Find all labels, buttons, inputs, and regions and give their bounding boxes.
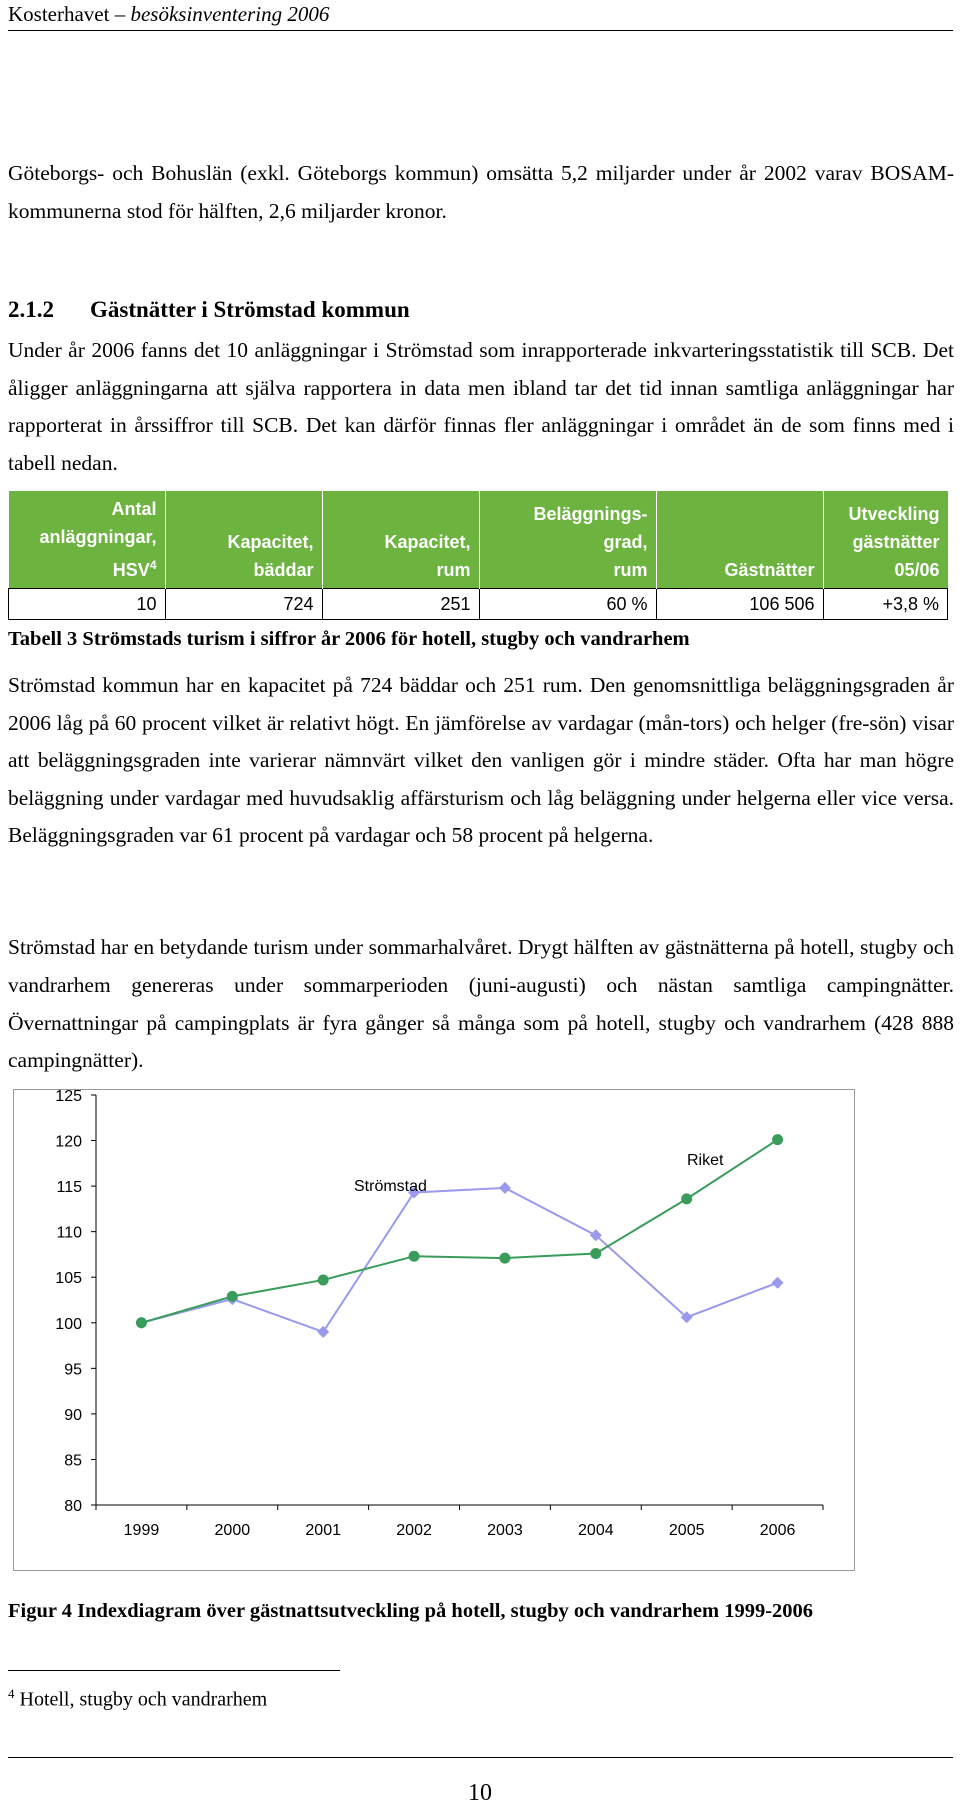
data-point: [499, 1182, 511, 1194]
header-text: rum: [613, 560, 648, 580]
x-tick-label: 1999: [123, 1522, 160, 1539]
table-caption: Tabell 3 Strömstads turism i siffror år 2006 för hotell, stugby och vandrarhem: [8, 628, 690, 650]
data-point: [499, 1253, 510, 1264]
running-header: [8, 2, 329, 27]
x-tick-label: 2004: [578, 1522, 614, 1539]
footnote: [8, 1686, 267, 1712]
series-label: Strömstad: [354, 1178, 427, 1195]
series-label: Riket: [687, 1152, 724, 1169]
section-number: 2.1.2: [8, 297, 54, 322]
data-point: [772, 1277, 784, 1289]
footnote-text: Hotell, stugby och vandrarhem: [19, 1688, 268, 1711]
cell-development: +3,8 %: [823, 589, 948, 620]
header-text-part: HSV: [112, 560, 150, 580]
cell-facilities: 10: [9, 589, 166, 620]
footnote-number: 4: [8, 1686, 15, 1701]
x-tick-label: 2003: [487, 1522, 523, 1539]
y-tick-label: 85: [64, 1452, 82, 1470]
data-point: [317, 1326, 329, 1338]
intro-paragraph: Göteborgs- och Bohuslän (exkl. Göteborgs kommun) omsätta 5,2 miljarder under år 2002 varav BOSAM-kommunerna stod för hälften, 2,6 miljarder kronor.: [8, 161, 954, 223]
header-dash: –: [109, 2, 131, 26]
header-text: Kapacitet,: [227, 532, 314, 552]
x-tick-label: 2001: [305, 1522, 341, 1539]
x-tick-label: 2005: [668, 1522, 705, 1539]
y-tick-label: 100: [55, 1315, 82, 1333]
y-tick-label: 105: [55, 1270, 82, 1288]
header-cell-beds: [165, 491, 322, 589]
line-chart-svg: [14, 1090, 854, 1570]
header-subtitle: besöksinventering 2006: [130, 2, 330, 26]
section-paragraph: Under år 2006 fanns det 10 anläggningar i Strömstad som inrapporterade inkvarteringsstatistik till SCB. Det åligger anläggningarna att själva rapportera in data men ibland tar det tid innan samtliga anläggningar har rapporterat in årssiffror till SCB. Det kan därför finnas fler anläggningar i området än de som finns med i tabell nedan.: [8, 338, 954, 475]
header-text: [17, 551, 157, 584]
footnote-ref: 4: [149, 558, 157, 572]
y-tick-label: 95: [64, 1361, 82, 1379]
data-point: [227, 1291, 238, 1302]
header-text: Utveckling: [848, 504, 940, 524]
data-point: [409, 1251, 420, 1262]
series-line-strömstad: [141, 1188, 777, 1332]
header-text: Gästnätter: [724, 560, 815, 580]
x-tick-label: 2000: [214, 1522, 251, 1539]
paragraph-capacity: Strömstad kommun har en kapacitet på 724 bäddar och 251 rum. Den genomsnittliga beläggningsgraden år 2006 låg på 60 procent vilket är relativt högt. En jämförelse av vardagar (mån-tors) och helger (fre-sön) visar att beläggningsgraden inte varierar nämnvärt vilket den vanligen gör i mindre städer. Ofta har man högre beläggning under vardagar med huvudsaklig affärsturism och låg beläggning under helgerna eller vice versa. Beläggningsgraden var 61 procent på vardagar och 58 procent på helgerna.: [8, 673, 954, 847]
header-text: gästnätter: [852, 532, 940, 552]
header-cell-facilities: [9, 491, 166, 589]
header-text: Kapacitet,: [384, 532, 471, 552]
header-text: Antal: [111, 499, 157, 519]
table-header-row: [9, 491, 948, 589]
page-bottom-rule: [8, 1757, 953, 1758]
index-chart: [13, 1089, 855, 1571]
data-point: [772, 1134, 783, 1145]
table-row: [9, 589, 948, 620]
data-point: [136, 1317, 147, 1328]
section-title: Gästnätter i Strömstad kommun: [90, 297, 410, 322]
header-cell-rooms: [322, 491, 479, 589]
x-tick-label: 2006: [759, 1522, 796, 1539]
header-cell-guest-nights: [656, 491, 823, 589]
y-tick-label: 125: [55, 1090, 82, 1105]
header-text: anläggningar,: [39, 527, 157, 547]
header-text: Beläggnings-: [533, 504, 648, 524]
header-cell-occupancy: [479, 491, 656, 589]
data-point: [318, 1274, 329, 1285]
paragraph-summer: Strömstad har en betydande turism under sommarhalvåret. Drygt hälften av gästnätterna på hotell, stugby och vandrarhem genereras under sommarperioden (juni-augusti) och nästan samtliga campingnätter. Övernattningar på campingplats är fyra gånger så många som på hotell, stugby och vandrarhem (428 888 campingnätter).: [8, 935, 954, 1073]
x-tick-label: 2002: [396, 1522, 432, 1539]
y-tick-label: 120: [55, 1133, 82, 1151]
header-text: 05/06: [894, 560, 940, 580]
page-number: 10: [468, 1780, 492, 1806]
cell-beds: 724: [165, 589, 322, 620]
statistics-table: [8, 491, 948, 620]
cell-occupancy: 60 %: [479, 589, 656, 620]
data-point: [590, 1248, 601, 1259]
footnote-rule: [8, 1670, 340, 1671]
header-text: rum: [436, 560, 471, 580]
data-point: [681, 1193, 692, 1204]
figure-caption: Figur 4 Indexdiagram över gästnattsutveckling på hotell, stugby och vandrarhem 1999-2006: [8, 1600, 814, 1622]
header-title: Kosterhavet: [8, 2, 110, 26]
y-tick-label: 80: [64, 1498, 82, 1515]
header-text: grad,: [603, 532, 648, 552]
y-tick-label: 110: [56, 1224, 82, 1242]
header-rule: [8, 30, 953, 31]
header-cell-development: [823, 491, 948, 589]
cell-guest-nights: 106 506: [656, 589, 823, 620]
cell-rooms: 251: [322, 589, 479, 620]
section-heading: [8, 297, 410, 323]
y-tick-label: 115: [56, 1179, 82, 1197]
header-text: bäddar: [253, 560, 314, 580]
y-tick-label: 90: [64, 1406, 82, 1424]
